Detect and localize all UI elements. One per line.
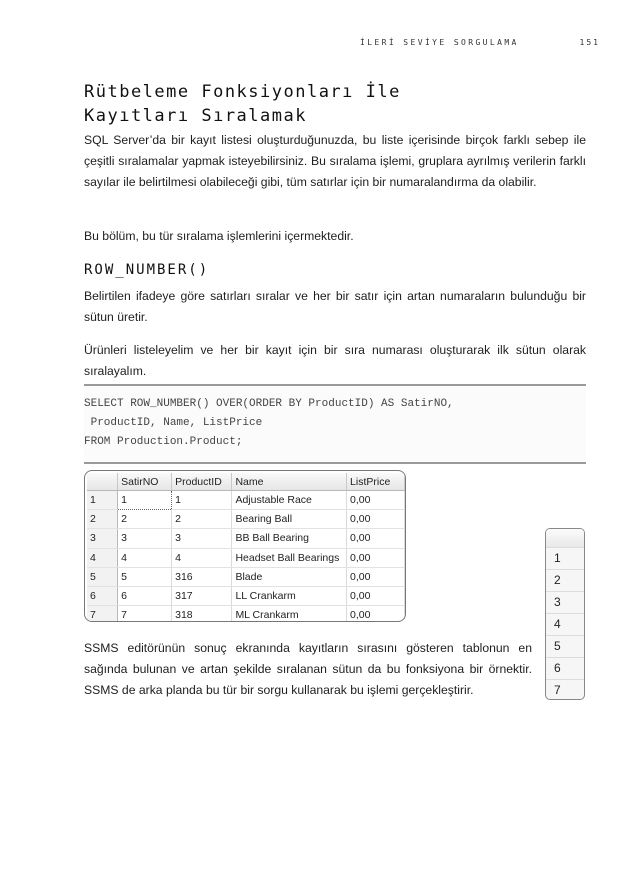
table-cell[interactable]: 0,00 — [347, 510, 405, 529]
row-number-cell[interactable]: 2 — [87, 510, 118, 529]
side-row-number: 1 — [546, 548, 584, 570]
code-line: SELECT ROW_NUMBER() OVER(ORDER BY ProductID) AS SatirNO, — [84, 398, 454, 410]
side-row-number: 6 — [546, 658, 584, 680]
row-number-cell[interactable]: 5 — [87, 567, 118, 586]
table-row[interactable] — [87, 606, 405, 622]
running-header-title: İLERİ SEVİYE SORGULAMA — [360, 38, 519, 47]
ssms-note-paragraph: SSMS editörünün sonuç ekranında kayıtların sırasını gösteren tablonun en sağında bulunan ve artan şekilde sıralanan sütun da bu fonksiyona bir örnektir. SSMS de arka planda bu tür bir sorgu kullanarak bu işlemi gerçekleştirir. — [84, 641, 532, 697]
table-cell[interactable]: 0,00 — [347, 548, 405, 567]
table-cell[interactable]: 316 — [172, 567, 232, 586]
table-cell[interactable]: 2 — [172, 510, 232, 529]
code-line: FROM Production.Product; — [84, 436, 243, 448]
row-number-header — [546, 529, 584, 548]
section-title-line-2: Kayıtları Sıralamak — [84, 106, 307, 126]
row-number-cell[interactable]: 7 — [87, 606, 118, 622]
table-cell[interactable]: 1 — [118, 491, 172, 510]
column-header[interactable]: Name — [232, 473, 347, 491]
row-number-cell[interactable]: 6 — [87, 586, 118, 605]
table-row[interactable] — [87, 548, 405, 567]
row-header-corner — [87, 473, 118, 491]
table-row[interactable] — [87, 586, 405, 605]
side-row-number: 2 — [546, 570, 584, 592]
running-header — [360, 38, 600, 47]
table-cell[interactable]: Headset Ball Bearings — [232, 548, 347, 567]
table-cell[interactable]: Blade — [232, 567, 347, 586]
results-header-row — [87, 473, 405, 491]
table-cell[interactable]: ML Crankarm — [232, 606, 347, 622]
side-row-number: 3 — [546, 592, 584, 614]
row-number-description: Belirtilen ifadeye göre satırları sıralar ve her bir satır için artan numaraların bulunduğu bir sütun üretir. — [84, 289, 586, 324]
code-block — [84, 384, 586, 464]
table-cell[interactable]: 6 — [118, 586, 172, 605]
table-row[interactable] — [87, 529, 405, 548]
intro-paragraph: SQL Server’da bir kayıt listesi oluşturduğunuzda, bu liste içerisinde birçok farklı sebep ile çeşitli sıralamalar yapmak isteyebilirsiniz. Bu sıralama işlemi, gruplara ayrılmış verilerin farklı sayılar ile belirtilmesi olabileceği gibi, tüm satırlar için bir numaralandırma da olabilir. — [84, 133, 586, 189]
table-cell[interactable]: 5 — [118, 567, 172, 586]
row-number-cell[interactable]: 1 — [87, 491, 118, 510]
side-row-number: 4 — [546, 614, 584, 636]
side-row-number: 7 — [546, 680, 584, 700]
code-line: ProductID, Name, ListPrice — [84, 417, 263, 429]
table-cell[interactable]: 3 — [172, 529, 232, 548]
table-row[interactable] — [87, 491, 405, 510]
table-cell[interactable]: 0,00 — [347, 529, 405, 548]
row-number-cell[interactable]: 4 — [87, 548, 118, 567]
results-grid — [84, 470, 406, 622]
table-cell[interactable]: 317 — [172, 586, 232, 605]
side-row-number: 5 — [546, 636, 584, 658]
column-header[interactable]: ProductID — [172, 473, 232, 491]
section-title — [84, 80, 584, 128]
column-header[interactable]: ListPrice — [347, 473, 405, 491]
table-cell[interactable]: Bearing Ball — [232, 510, 347, 529]
page-number: 151 — [579, 38, 600, 47]
table-cell[interactable]: 1 — [172, 491, 232, 510]
table-cell[interactable]: Adjustable Race — [232, 491, 347, 510]
table-cell[interactable]: LL Crankarm — [232, 586, 347, 605]
results-table — [87, 473, 405, 622]
table-cell[interactable]: 3 — [118, 529, 172, 548]
scope-paragraph: Bu bölüm, bu tür sıralama işlemlerini içermektedir. — [84, 229, 354, 243]
table-row[interactable] — [87, 510, 405, 529]
row-number-cell[interactable]: 3 — [87, 529, 118, 548]
table-cell[interactable]: 318 — [172, 606, 232, 622]
subsection-title: ROW_NUMBER() — [84, 262, 210, 278]
table-cell[interactable]: 4 — [118, 548, 172, 567]
example-intro-paragraph: Ürünleri listeleyelim ve her bir kayıt için bir sıra numarası oluşturarak ilk sütun olarak sıralayalım. — [84, 343, 586, 378]
row-number-column-example — [545, 528, 585, 700]
table-cell[interactable]: 4 — [172, 548, 232, 567]
table-cell[interactable]: 0,00 — [347, 567, 405, 586]
table-cell[interactable]: BB Ball Bearing — [232, 529, 347, 548]
table-cell[interactable]: 2 — [118, 510, 172, 529]
table-cell[interactable]: 7 — [118, 606, 172, 622]
table-cell[interactable]: 0,00 — [347, 606, 405, 622]
table-cell[interactable]: 0,00 — [347, 586, 405, 605]
table-row[interactable] — [87, 567, 405, 586]
table-cell[interactable]: 0,00 — [347, 491, 405, 510]
section-title-line-1: Rütbeleme Fonksiyonları İle — [84, 82, 401, 102]
column-header[interactable]: SatirNO — [118, 473, 172, 491]
